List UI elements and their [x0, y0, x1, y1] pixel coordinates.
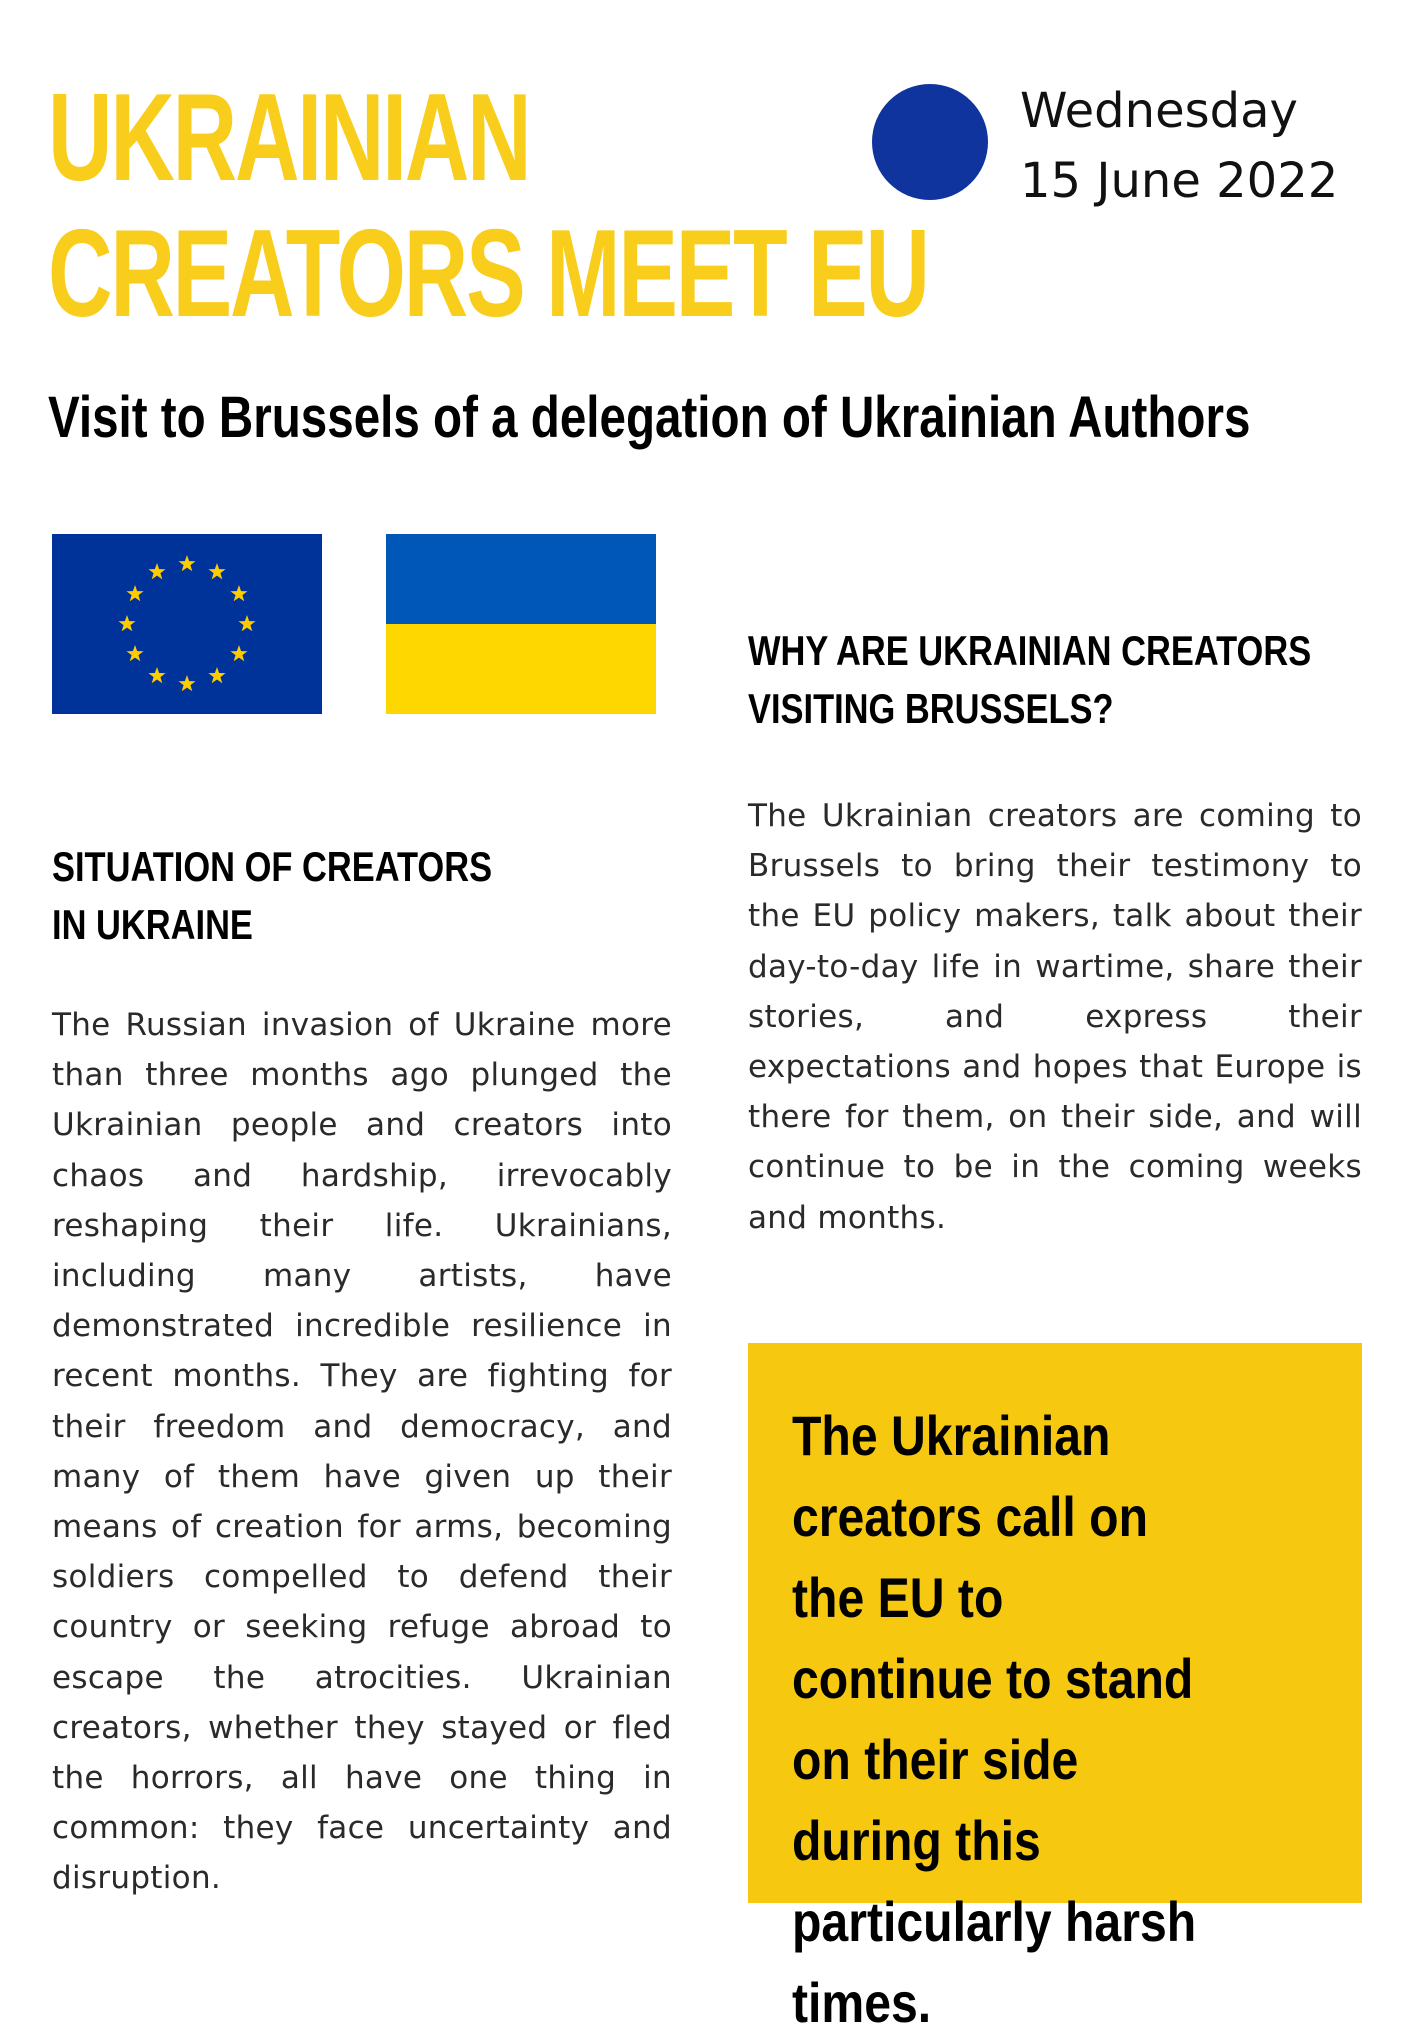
callout-box	[748, 1343, 1362, 2034]
event-day: Wednesday	[1020, 83, 1298, 139]
callout-text: The Ukrainian creators call on the EU to continue to stand on their side during this particularly harsh times.	[792, 1404, 1197, 2034]
title-line-2: CREATORS MEET EU	[48, 205, 928, 343]
event-full-date: 15 June 2022	[1020, 153, 1339, 209]
why-visiting-heading-line-1: WHY ARE UKRAINIAN CREATORS	[748, 627, 1312, 674]
eu-flag-icon	[52, 534, 322, 714]
event-date	[1020, 76, 1338, 216]
why-visiting-heading	[748, 622, 1311, 738]
why-visiting-body: The Ukrainian creators are coming to Brussels to bring their testimony to the EU policy makers, talk about their day-to-day life in wartime, share their stories, and express their expectations and hopes that Europe is there for them, on their side, and will continue to be in the coming weeks and months.	[748, 798, 1362, 1236]
situation-body: The Russian invasion of Ukraine more than three months ago plunged the Ukrainian people and creators into chaos and hardship, irrevocably reshaping their life. Ukrainians, including many artists, have demonstrated incredible resilience in recent months. They are fighting for their freedom and democracy, and many of them have given up their means of creation for arms, becoming soldiers compelled to defend their country or seeking refuge abroad to escape the atrocities. Ukrainian creators, whether they stayed or fled the horrors, all have one thing in common: they face uncertainty and disruption.	[52, 1007, 672, 1897]
ukraine-flag-blue-band	[386, 534, 656, 624]
ukraine-flag-yellow-band	[386, 624, 656, 714]
page-title	[48, 69, 928, 343]
page-subtitle: Visit to Brussels of a delegation of Ukrainian Authors	[48, 385, 1251, 450]
why-visiting-heading-line-2: VISITING BRUSSELS?	[748, 685, 1114, 732]
situation-heading-line-2: IN UKRAINE	[52, 901, 253, 948]
title-line-1: UKRAINIAN	[48, 69, 530, 207]
date-dot-icon	[872, 84, 988, 200]
situation-heading	[52, 838, 492, 954]
situation-heading-line-1: SITUATION OF CREATORS	[52, 843, 493, 890]
ukraine-flag-icon	[386, 534, 656, 714]
